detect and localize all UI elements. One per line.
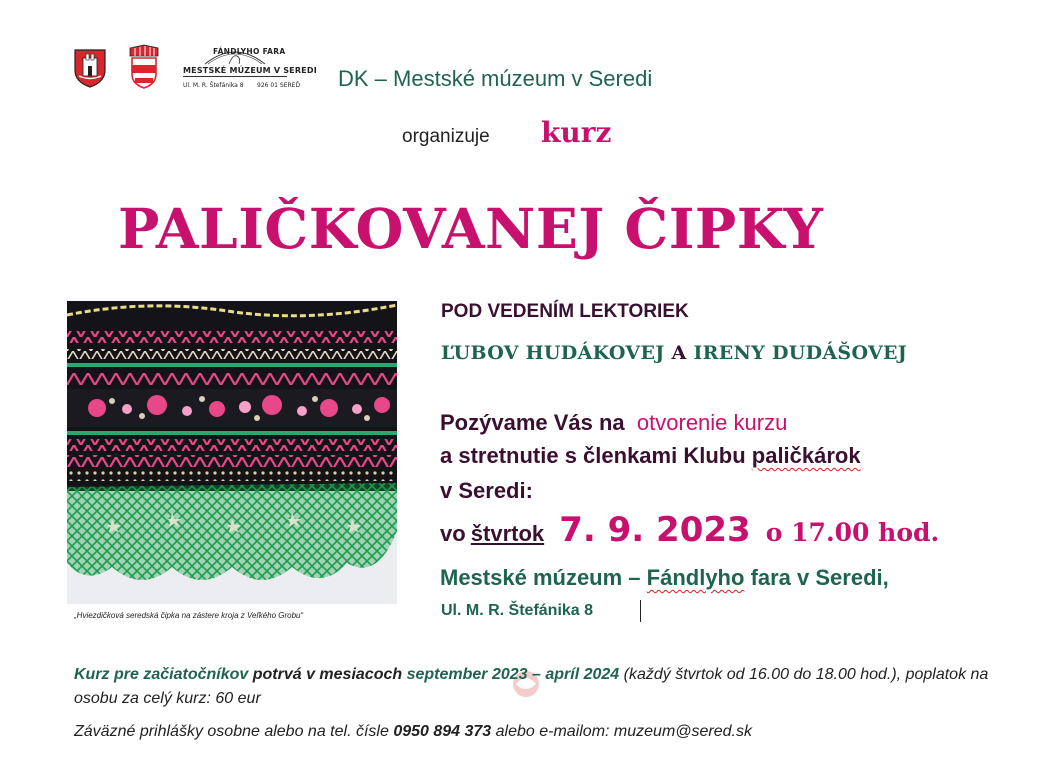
fara-logo-top-text: FÁNDLYHO FARA <box>213 47 286 56</box>
venue-part-2: Fándlyho <box>646 565 745 590</box>
text-cursor <box>640 600 641 622</box>
contact-text-2: alebo e-mailom: muzeum@sered.sk <box>495 723 752 740</box>
invitation-line-2 <box>440 443 861 469</box>
page-title: PALIČKOVANEJ ČIPKY <box>118 196 824 261</box>
event-date-line <box>440 510 939 550</box>
lecturer-conjunction: A <box>671 342 687 364</box>
course-info <box>74 663 1014 711</box>
invitation-lead: Pozývame Vás na <box>440 410 625 435</box>
course-for: Kurz pre začiatočníkov <box>74 666 249 683</box>
invitation-line-1 <box>440 410 787 436</box>
fara-logo-postcode: 926 01 SEREĎ <box>257 82 301 89</box>
event-date: 7. 9. 2023 <box>559 510 751 550</box>
venue-name <box>440 565 889 591</box>
fara-logo-name: MESTSKÉ MÚZEUM V SEREDI <box>183 66 317 75</box>
course-lasts: potrvá v mesiacoch <box>252 666 403 683</box>
course-period: september 2023 – apríl 2024 <box>406 666 620 683</box>
lecturer-name-2: IRENY DUDÁŠOVEJ <box>693 342 908 364</box>
event-day: štvrtok <box>470 521 545 546</box>
venue-part-1: Mestské múzeum – <box>440 565 641 590</box>
organizer-heading: DK – Mestské múzeum v Seredi <box>338 66 653 91</box>
invitation-highlight: otvorenie kurzu <box>636 410 788 435</box>
invitation-line-3: v Seredi: <box>440 478 533 503</box>
contact-info <box>74 723 752 741</box>
club-word: paličkárok <box>751 443 861 468</box>
contact-phone[interactable]: 0950 894 373 <box>393 723 492 740</box>
lace-photo <box>67 301 397 604</box>
invitation-line-2-text: a stretnutie s členkami Klubu <box>440 443 746 468</box>
lecturer-names <box>441 342 907 364</box>
fara-logo-divider <box>183 76 287 77</box>
fandlyho-fara-museum-logo <box>183 46 317 94</box>
date-preposition: vo <box>440 521 466 546</box>
sered-coat-of-arms-logo <box>73 48 107 88</box>
course-word: kurz <box>541 116 612 149</box>
organizes-text: organizuje <box>402 126 490 147</box>
fara-logo-address: Ul. M. R. Štefánika 8 <box>183 82 244 89</box>
venue-street: Ul. M. R. Štefánika 8 <box>441 602 594 619</box>
dom-kultury-logo <box>126 44 162 90</box>
course-schedule: (každý štvrtok od 16.00 do 18.00 hod.), poplatok na osobu za celý kurz: 60 eur <box>74 666 989 707</box>
venue-part-3: fara v Seredi, <box>750 565 889 590</box>
event-time: o 17.00 hod. <box>765 518 940 547</box>
lecturers-heading: POD VEDENÍM LEKTORIEK <box>441 301 689 322</box>
lecturer-name-1: ĽUBOV HUDÁKOVEJ <box>441 342 665 364</box>
contact-text-1: Záväzné prihlášky osobne alebo na tel. čísle <box>74 723 389 740</box>
photo-caption: „Hviezdičková seredská čipka na zástere kroja z Veľkého Grobu“ <box>74 611 304 620</box>
